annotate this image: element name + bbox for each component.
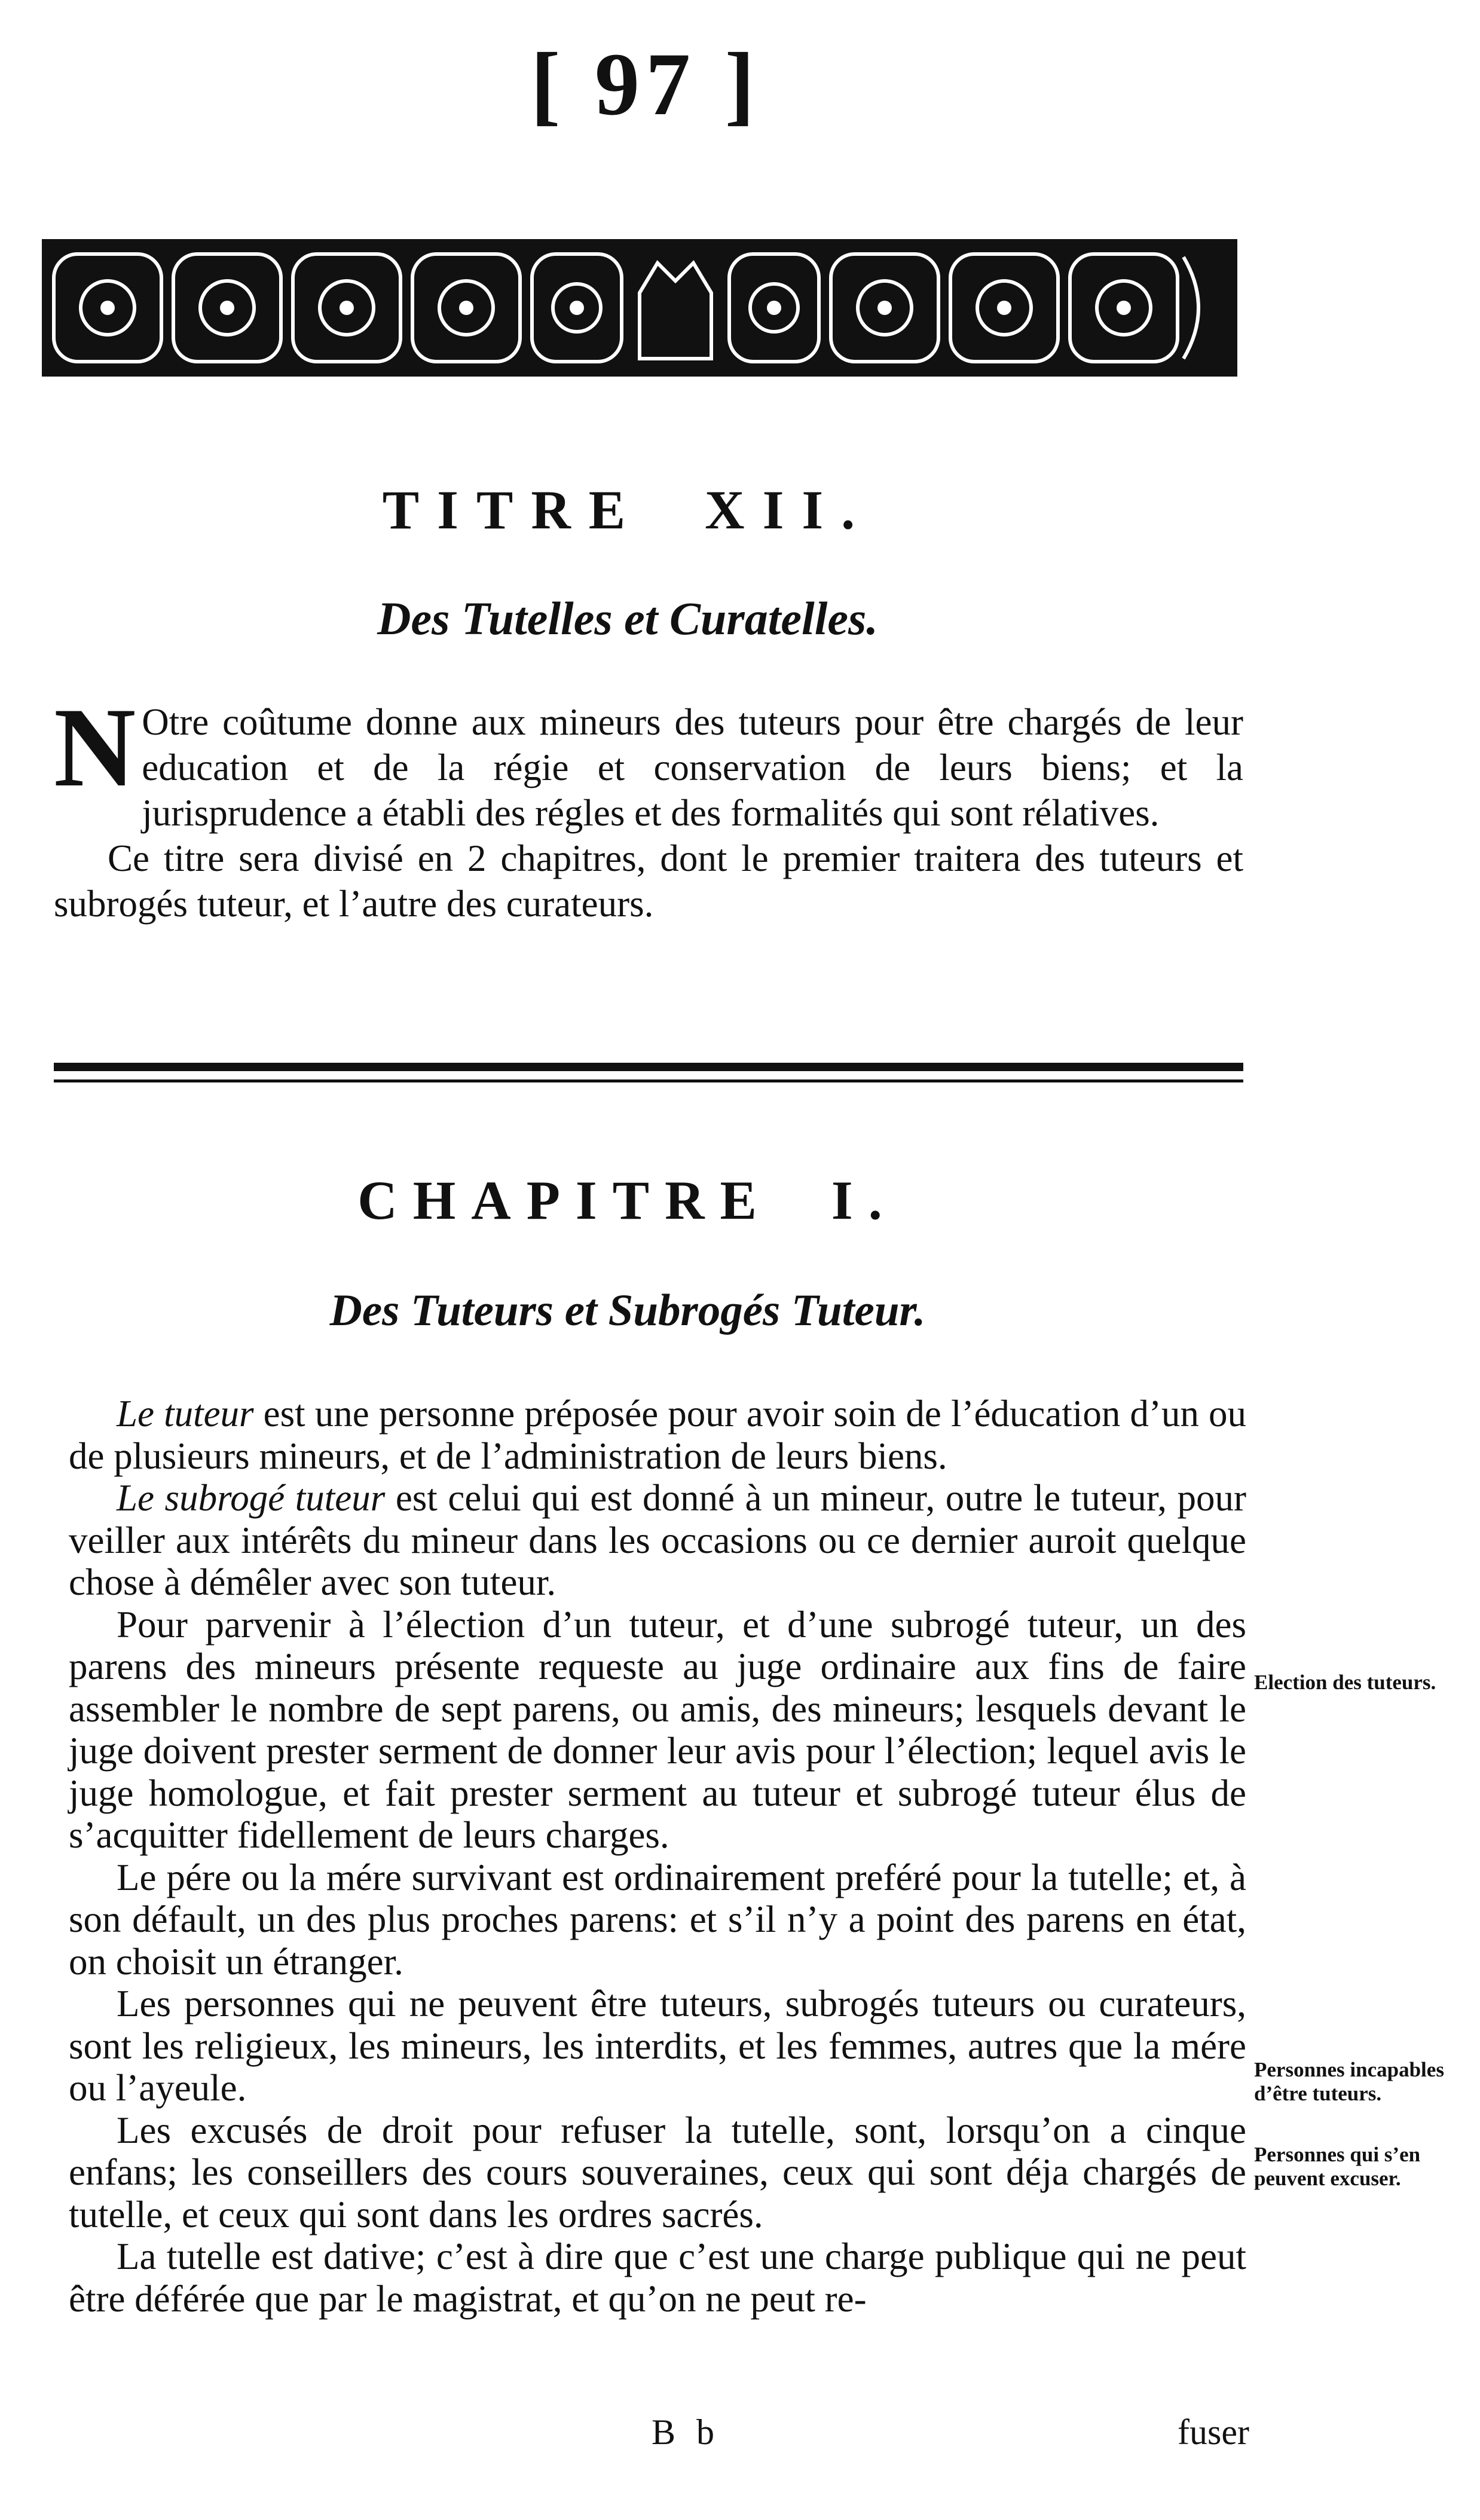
decorative-band <box>42 239 1237 377</box>
intro-paragraph-2: Ce titre sera divisé en 2 chapitres, dont le premier traitera des tuteurs et subrogés tuteur, et l’autre des curateurs. <box>54 837 1243 925</box>
chapter-body <box>69 1393 1246 2320</box>
title-heading: TITRE XII. <box>382 479 873 540</box>
body-paragraph: Pour parvenir à l’élection d’un tuteur, et d’une subrogé tuteur, un des parens des mineurs présente requeste au juge ordinaire aux fins de faire assembler le nombre de sept parens, ou amis, des mineurs; lesquels devant le juge doivent prester serment de donner leur avis pour l’élection; lequel avis le juge homologue, et fait prester serment au tuteur et subrogé tuteur élus de s’acquitter fidellement de leurs charges. <box>69 1603 1246 1856</box>
intro-paragraph-1 <box>54 685 1243 836</box>
chapter-subtitle: Des Tuteurs et Subrogés Tuteur. <box>329 1286 926 1335</box>
margin-note-election: Election des tuteurs. <box>1254 1671 1436 1694</box>
body-paragraph: Le pére ou la mére survivant est ordinairement preféré pour la tutelle; et, à son défault, un des plus proches parens: et s’il n’y a point des parens en état, on choisit un étranger. <box>69 1856 1246 1983</box>
section-rule-thick <box>54 1063 1243 1071</box>
body-paragraph: Les excusés de droit pour refuser la tutelle, sont, lorsqu’on a cinque enfans; les conseillers des cours souveraines, ceux qui sont déja chargés de tutelle, et ceux qui sont dans les ordres sacrés. <box>69 2109 1246 2235</box>
signature-mark: B b <box>652 2412 721 2452</box>
drop-cap: N <box>54 685 136 811</box>
body-paragraph: Le subrogé tuteur est celui qui est donné à un mineur, outre le tuteur, pour veiller aux intérêts du mineur dans les occasions ou ce dernier auroit quelque chose à démêler avec son tuteur. <box>69 1477 1246 1603</box>
body-paragraph: Le tuteur est une personne préposée pour avoir soin de l’éducation d’un ou de plusieurs mineurs, et de l’administration de leurs biens. <box>69 1393 1246 1477</box>
defined-term: Le tuteur <box>117 1393 254 1435</box>
defined-term: Le subrogé tuteur <box>117 1477 386 1519</box>
body-paragraph: Les personnes qui ne peuvent être tuteurs, subrogés tuteurs ou curateurs, sont les religieux, les mineurs, les interdits, et les femmes, autres que la mére ou l’ayeule. <box>69 1983 1246 2109</box>
title-subtitle: Des Tutelles et Curatelles. <box>377 592 878 644</box>
page-number: [ 97 ] <box>530 35 761 134</box>
intro-paragraph-1-text: Otre coûtume donne aux mineurs des tuteurs pour être chargés de leur education et de la régie et conservation de leurs biens; et la jurisprudence a établi des régles et des formalités qui sont rélatives. <box>142 701 1243 834</box>
margin-note-excuser: Personnes qui s’en peuvent excuser. <box>1254 2143 1421 2190</box>
body-paragraph: La tutelle est dative; c’est à dire que c’est une charge publique qui ne peut être déférée que par le magistrat, et qu’on ne peut re- <box>69 2235 1246 2320</box>
chapter-heading: CHAPITRE I. <box>357 1170 898 1231</box>
catchword: fuser <box>1178 2412 1249 2452</box>
intro-section <box>54 685 1243 926</box>
section-rule-thin <box>54 1079 1243 1082</box>
margin-note-incapables: Personnes incapables d’être tuteurs. <box>1254 2058 1444 2105</box>
